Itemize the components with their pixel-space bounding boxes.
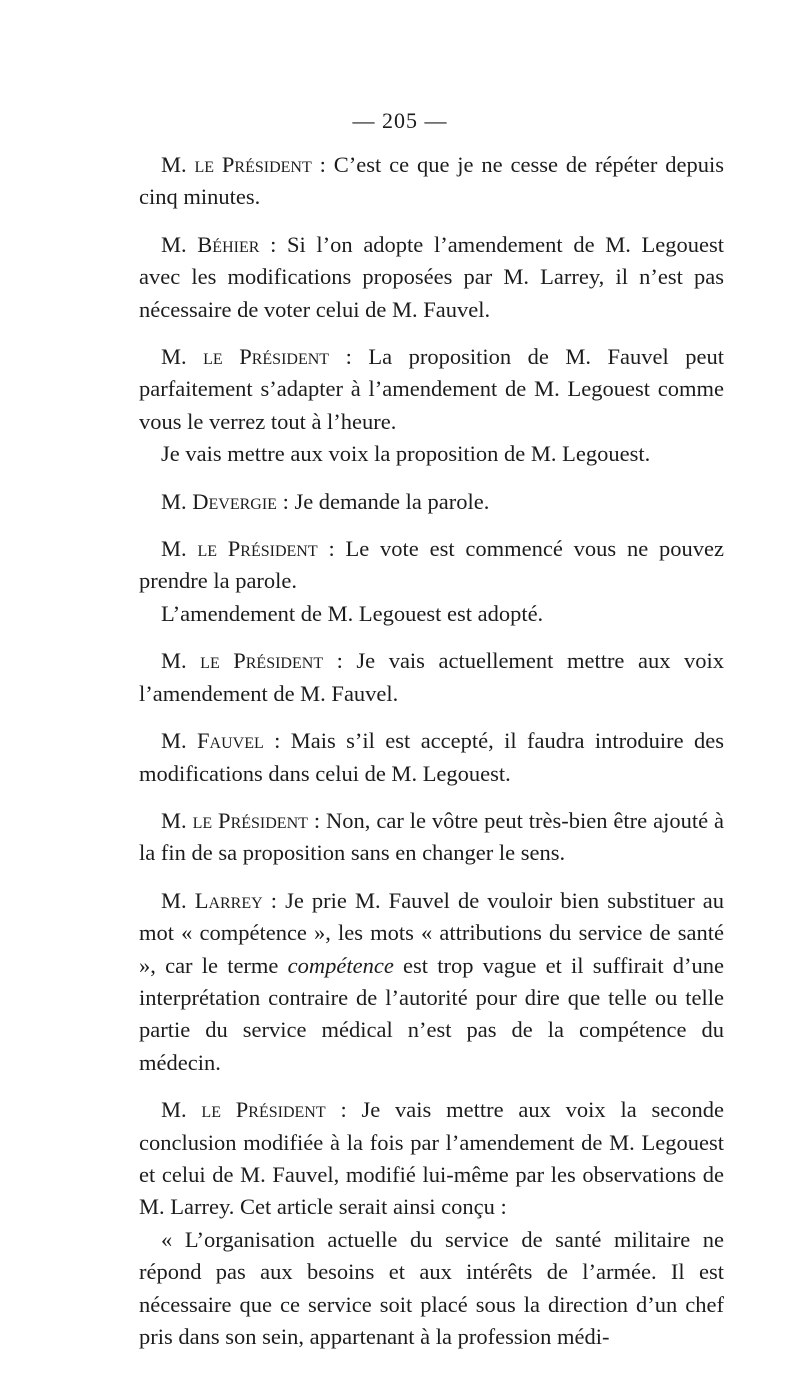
paragraph [139, 885, 724, 1079]
paragraph-text: : Je prie M. Fauvel de vouloir bien substituer au mot « compétence », les mots « attributions du service de santé », car le terme [139, 887, 724, 978]
paragraph-text: Je vais mettre aux voix la proposition de M. Legouest. [161, 441, 651, 467]
paragraph-text: : Non, car le vôtre peut très-bien être ajouté à la fin de sa proposition sans en changer le sens. [139, 807, 724, 866]
paragraph [139, 1094, 724, 1224]
paragraph [139, 341, 724, 438]
body-text [139, 149, 724, 1353]
speaker-name: M. le Président [161, 648, 324, 674]
paragraph-text: : C’est ce que je ne cesse de répéter depuis cinq minutes. [139, 152, 725, 210]
paragraph [139, 598, 724, 630]
paragraph-text: : La proposition de M. Fauvel peut parfaitement s’adapter à l’amendement de M. Legouest comme vous le verrez tout à l’heure. [139, 344, 724, 434]
speaker-name: M. le Président [161, 536, 318, 562]
emphasized-word: compétence [287, 952, 394, 978]
paragraph-text: : Mais s’il est accepté, il faudra introduire des modifications dans celui de M. Legouest. [139, 728, 724, 786]
paragraph-text: : Le vote est commencé vous ne pouvez prendre la parole. [139, 536, 724, 594]
paragraph [139, 438, 724, 470]
paragraph [139, 229, 724, 326]
paragraph [139, 533, 724, 598]
speaker-name: M. le Président [161, 344, 330, 370]
speaker-name: M. Fauvel [161, 728, 264, 754]
paragraph-text-continued: est trop vague et il suffirait d’une interprétation contraire de l’autorité pour dire que telle ou telle partie du service médical n’est pas de la compétence du médecin. [139, 952, 725, 1075]
paragraph-text: « L’organisation actuelle du service de santé militaire ne répond pas aux besoins et aux intérêts de l’armée. Il est nécessaire que ce service soit placé sous la direction d’un chef pris dans son sein, appartenant à la profession médi- [139, 1226, 724, 1349]
paragraph-text: : Si l’on adopte l’amendement de M. Legouest avec les modifications proposées par M. Larrey, il n’est pas nécessaire de voter celui de M. Fauvel. [139, 231, 724, 322]
speaker-name: M. le Président [161, 807, 308, 833]
paragraph-text: L’amendement de M. Legouest est adopté. [161, 600, 544, 626]
paragraph [139, 149, 724, 214]
speaker-name: M. Béhier [161, 231, 260, 257]
page-number: — 205 — [352, 108, 448, 133]
paragraph [139, 725, 724, 790]
paragraph-text: : Je vais mettre aux voix la seconde conclusion modifiée à la fois par l’amendement de M. Legouest et celui de M. Fauvel, modifié lui-même par les observations de M. Larrey. Cet article serait ainsi conçu : [139, 1097, 724, 1220]
speaker-name: M. Devergie [161, 488, 277, 514]
speaker-name: M. le Président [161, 152, 312, 177]
paragraph-text: : Je demande la parole. [276, 488, 490, 514]
speaker-name: M. Larrey [161, 887, 263, 913]
paragraph [139, 805, 724, 870]
quoted-paragraph [139, 1224, 724, 1354]
speaker-name: M. le Président [161, 1097, 326, 1123]
paragraph-text: : Je vais actuellement mettre aux voix l’amendement de M. Fauvel. [139, 648, 724, 706]
paragraph [139, 486, 724, 518]
paragraph [139, 645, 724, 710]
